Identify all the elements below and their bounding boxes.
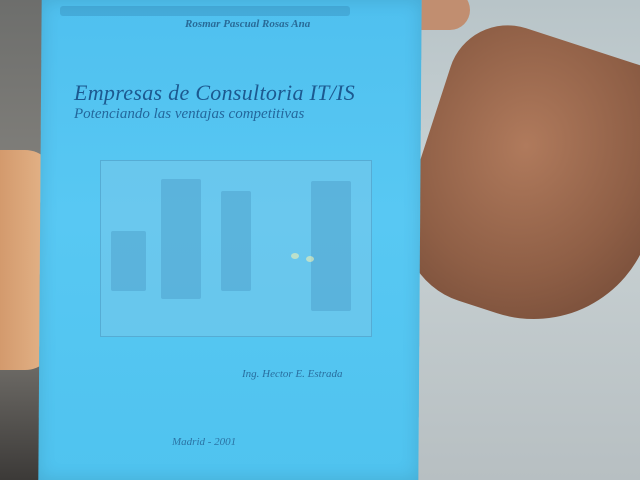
top-band <box>60 6 350 16</box>
book-title: Empresas de Consultoria IT/IS <box>74 80 356 105</box>
illustration-dot <box>291 253 299 259</box>
illustration-dot <box>306 256 314 262</box>
place-year: Madrid - 2001 <box>172 436 237 448</box>
cover-illustration <box>100 160 372 337</box>
illustration-block <box>161 179 201 299</box>
illustration-block <box>111 231 146 291</box>
top-author: Rosmar Pascual Rosas Ana <box>185 18 311 30</box>
illustration-block <box>311 181 351 311</box>
illustration-block <box>221 191 251 291</box>
book-subtitle: Potenciando las ventajas competitivas <box>74 106 305 122</box>
author-name: Ing. Hector E. Estrada <box>242 368 343 380</box>
